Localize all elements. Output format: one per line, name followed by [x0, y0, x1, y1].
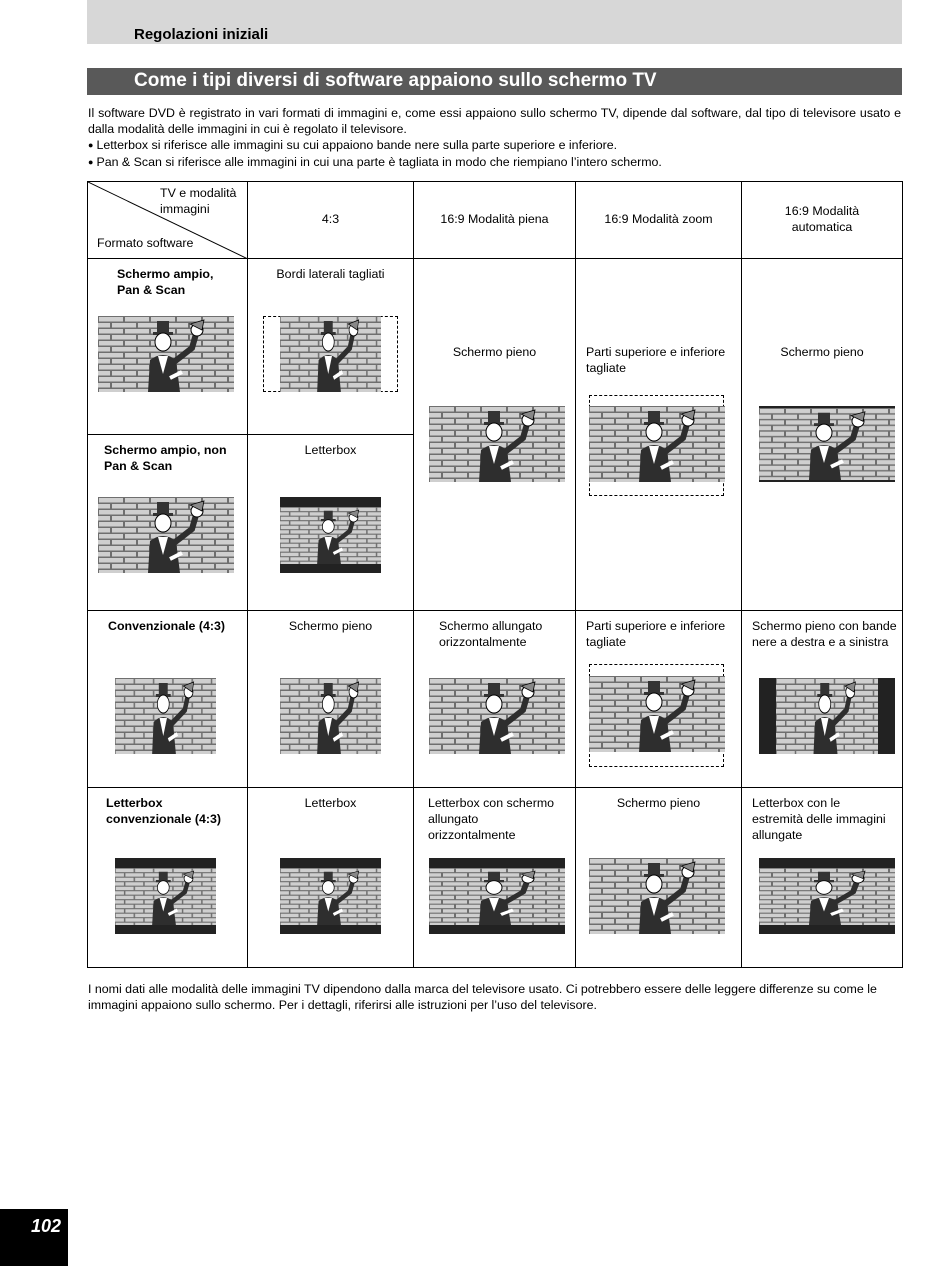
scene-image: [589, 676, 725, 752]
scene-image: [280, 858, 381, 934]
cell: [248, 259, 414, 435]
col-header-label: 16:9 Modalità automatica: [784, 204, 860, 234]
row-label: Schermo ampio, Pan & Scan: [117, 267, 214, 297]
cell-caption: Schermo pieno: [780, 345, 864, 359]
col-header-43: [248, 182, 414, 259]
cell: [576, 788, 742, 968]
col-header-label: 4:3: [321, 212, 340, 226]
cell-caption: Letterbox: [304, 443, 357, 457]
scene-image: [115, 858, 216, 934]
page-header: [87, 0, 902, 44]
col-header-full: [414, 182, 576, 259]
scene-image: [759, 858, 895, 934]
scene-image: [759, 678, 895, 754]
scene-image: [98, 497, 234, 573]
cell-caption: Schermo pieno: [616, 796, 701, 810]
cell-caption: Schermo allungato orizzontalmente: [439, 619, 543, 649]
corner-bottom-label: Formato software: [97, 236, 194, 250]
cell: [576, 611, 742, 788]
cell: [248, 435, 414, 611]
cell-caption: Bordi laterali tagliati: [276, 267, 385, 281]
scene-image: [280, 316, 381, 392]
merged-cell-full: [414, 259, 576, 611]
bullet-pan-scan: ● Pan & Scan si riferisce alle immagini in cui una parte è tagliata in modo che riempiano l’intero schermo.: [88, 154, 901, 171]
cell: [742, 611, 903, 788]
corner-cell: [88, 182, 248, 259]
scene-image: [589, 858, 725, 934]
scene-image: [429, 858, 565, 934]
section-name: Regolazioni iniziali: [134, 26, 269, 43]
row-label: Convenzionale (4:3): [108, 619, 226, 633]
merged-cell-zoom: [576, 259, 742, 611]
scene-image: [280, 497, 381, 573]
scene-image: [115, 678, 216, 754]
cell-caption: Letterbox: [304, 796, 357, 810]
cell: [248, 611, 414, 788]
col-header-label: 16:9 Modalità zoom: [604, 212, 713, 226]
row-label-cell: [88, 788, 248, 968]
scene-image: [589, 406, 725, 482]
intro-text: [88, 105, 901, 171]
col-header-auto: [742, 182, 903, 259]
row-label: Letterbox convenzionale (4:3): [106, 796, 221, 826]
row-label-cell: [88, 259, 248, 435]
page-number: 102: [31, 1216, 62, 1236]
format-table: [87, 181, 903, 968]
cell-caption: Schermo pieno: [452, 345, 537, 359]
scene-image: [759, 406, 895, 482]
intro-paragraph: Il software DVD è registrato in vari formati di immagini e, come essi appaiono sullo schermo TV, dipende dal software, dal tipo di televisore usato e dalla modalità delle immagini in cui è regolato il televisore.: [88, 106, 901, 136]
scene-image: [280, 678, 381, 754]
row-label-cell: [88, 611, 248, 788]
row-label-cell: [88, 435, 248, 611]
section-title-bar: [87, 68, 902, 95]
scene-image: [98, 316, 234, 392]
merged-cell-auto: [742, 259, 903, 611]
cell-caption: Schermo pieno con bande nere a destra e a sinistra: [752, 619, 897, 649]
cell-caption: Letterbox con le estremità delle immagini allungate: [752, 796, 886, 842]
scene-image: [429, 678, 565, 754]
cell: [414, 611, 576, 788]
cell-caption: Schermo pieno: [288, 619, 373, 633]
cell-caption: Letterbox con schermo allungato orizzontalmente: [428, 796, 555, 842]
scene-image: [429, 406, 565, 482]
cell: [414, 788, 576, 968]
row-label: Schermo ampio, non Pan & Scan: [104, 443, 227, 473]
section-title: Come i tipi diversi di software appaiono sullo schermo TV: [134, 70, 657, 91]
cell: [248, 788, 414, 968]
cell-caption: Parti superiore e inferiore tagliate: [586, 619, 726, 649]
col-header-label: 16:9 Modalità piena: [440, 212, 549, 226]
cell-caption: Parti superiore e inferiore tagliate: [586, 345, 726, 375]
footnote: I nomi dati alle modalità delle immagini TV dipendono dalla marca del televisore usato. Ci potrebbero essere delle leggere differenze su come le immagini appaiono sullo schermo. Per i dettagli, riferirsi alle istruzioni per l’uso del televisore.: [88, 982, 877, 1012]
page-number-tab: [0, 1209, 68, 1266]
col-header-zoom: [576, 182, 742, 259]
corner-top-label: TV e modalità immagini: [160, 186, 237, 216]
cell: [742, 788, 903, 968]
bullet-letterbox: ● Letterbox si riferisce alle immagini su cui appaiono bande nere sulla parte superiore e inferiore.: [88, 137, 901, 154]
